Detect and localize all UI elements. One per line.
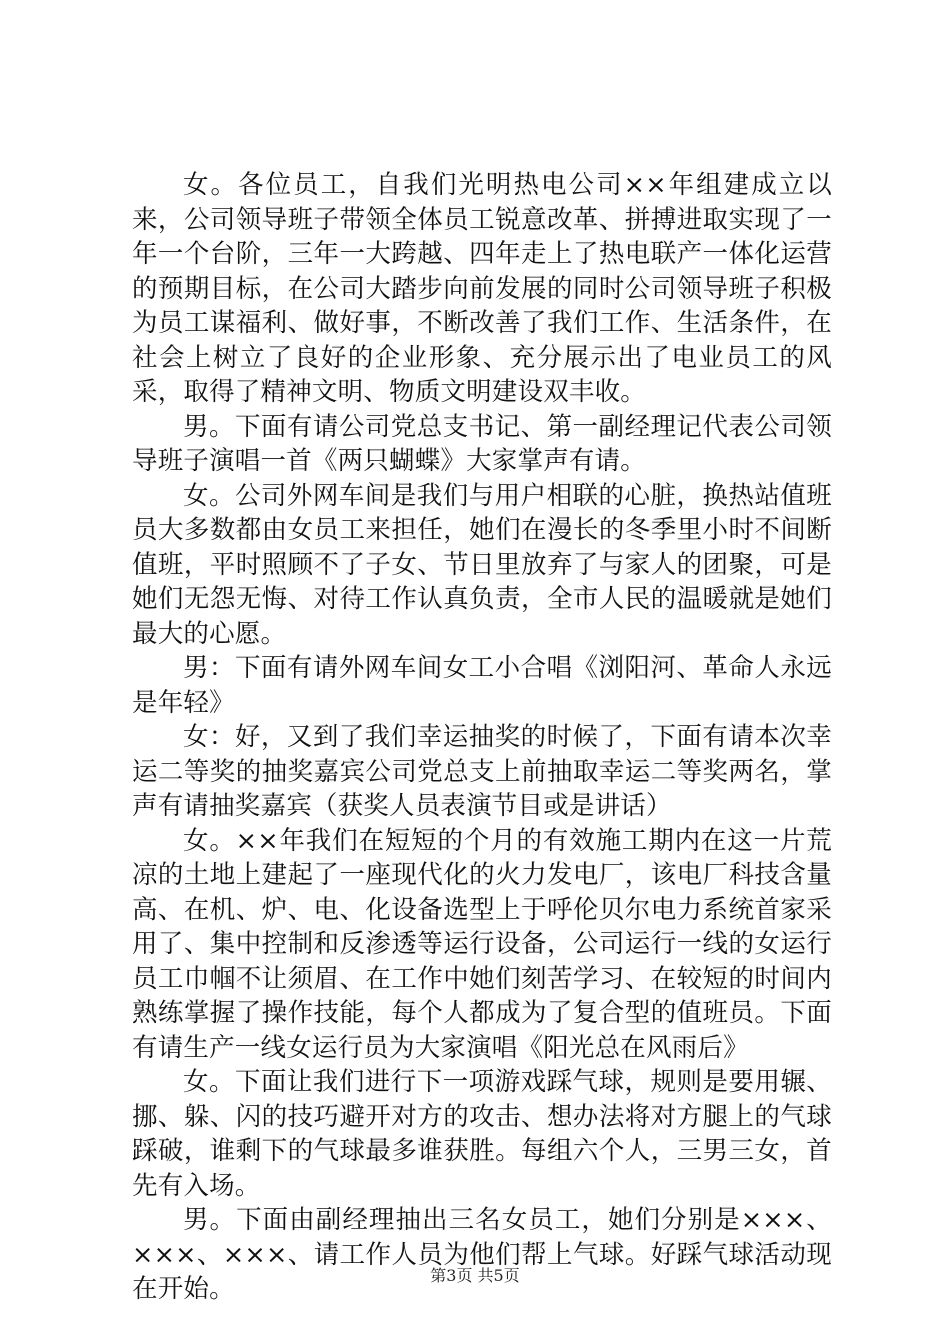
document-body bbox=[132, 168, 832, 1307]
paragraph: 女：好，又到了我们幸运抽奖的时候了，下面有请本次幸运二等奖的抽奖嘉宾公司党总支上前抽取幸运二等奖两名，掌声有请抽奖嘉宾（获奖人员表演节目或是讲话） bbox=[132, 722, 832, 821]
paragraph: 男。下面由副经理抽出三名女员工，她们分别是×××、×××、×××、请工作人员为他们帮上气球。好踩气球活动现在开始。 bbox=[132, 1205, 832, 1304]
paragraph: 女。公司外网车间是我们与用户相联的心脏，换热站值班员大多数都由女员工来担任，她们在漫长的冬季里小时不间断值班，平时照顾不了子女、节日里放弃了与家人的团聚，可是她们无怨无悔、对待工作认真负责，全市人民的温暖就是她们最大的心愿。 bbox=[132, 480, 832, 649]
paragraph: 女。下面让我们进行下一项游戏踩气球，规则是要用辗、挪、躲、闪的技巧避开对方的攻击、想办法将对方腿上的气球踩破，谁剩下的气球最多谁获胜。每组六个人，三男三女，首先有入场。 bbox=[132, 1067, 832, 1201]
page-number-footer: 第3页 共5页 bbox=[430, 1266, 520, 1285]
paragraph: 男：下面有请外网车间女工小合唱《浏阳河、革命人永远是年轻》 bbox=[132, 653, 832, 718]
paragraph: 女。××年我们在短短的个月的有效施工期内在这一片荒凉的土地上建起了一座现代化的火力发电厂，该电厂科技含量高、在机、炉、电、化设备选型上于呼伦贝尔电力系统首家采用了、集中控制和反渗透等运行设备，公司运行一线的女运行员工巾帼不让须眉、在工作中她们刻苦学习、在较短的时间内熟练掌握了操作技能，每个人都成为了复合型的值班员。下面有请生产一线女运行员为大家演唱《阳光总在风雨后》 bbox=[132, 825, 832, 1063]
paragraph: 男。下面有请公司党总支书记、第一副经理记代表公司领导班子演唱一首《两只蝴蝶》大家掌声有请。 bbox=[132, 411, 832, 476]
paragraph: 女。各位员工，自我们光明热电公司××年组建成立以来，公司领导班子带领全体员工锐意改革、拼搏进取实现了一年一个台阶，三年一大跨越、四年走上了热电联产一体化运营的预期目标，在公司大踏步向前发展的同时公司领导班子积极为员工谋福利、做好事，不断改善了我们工作、生活条件，在社会上树立了良好的企业形象、充分展示出了电业员工的风采，取得了精神文明、物质文明建设双丰收。 bbox=[132, 170, 832, 407]
